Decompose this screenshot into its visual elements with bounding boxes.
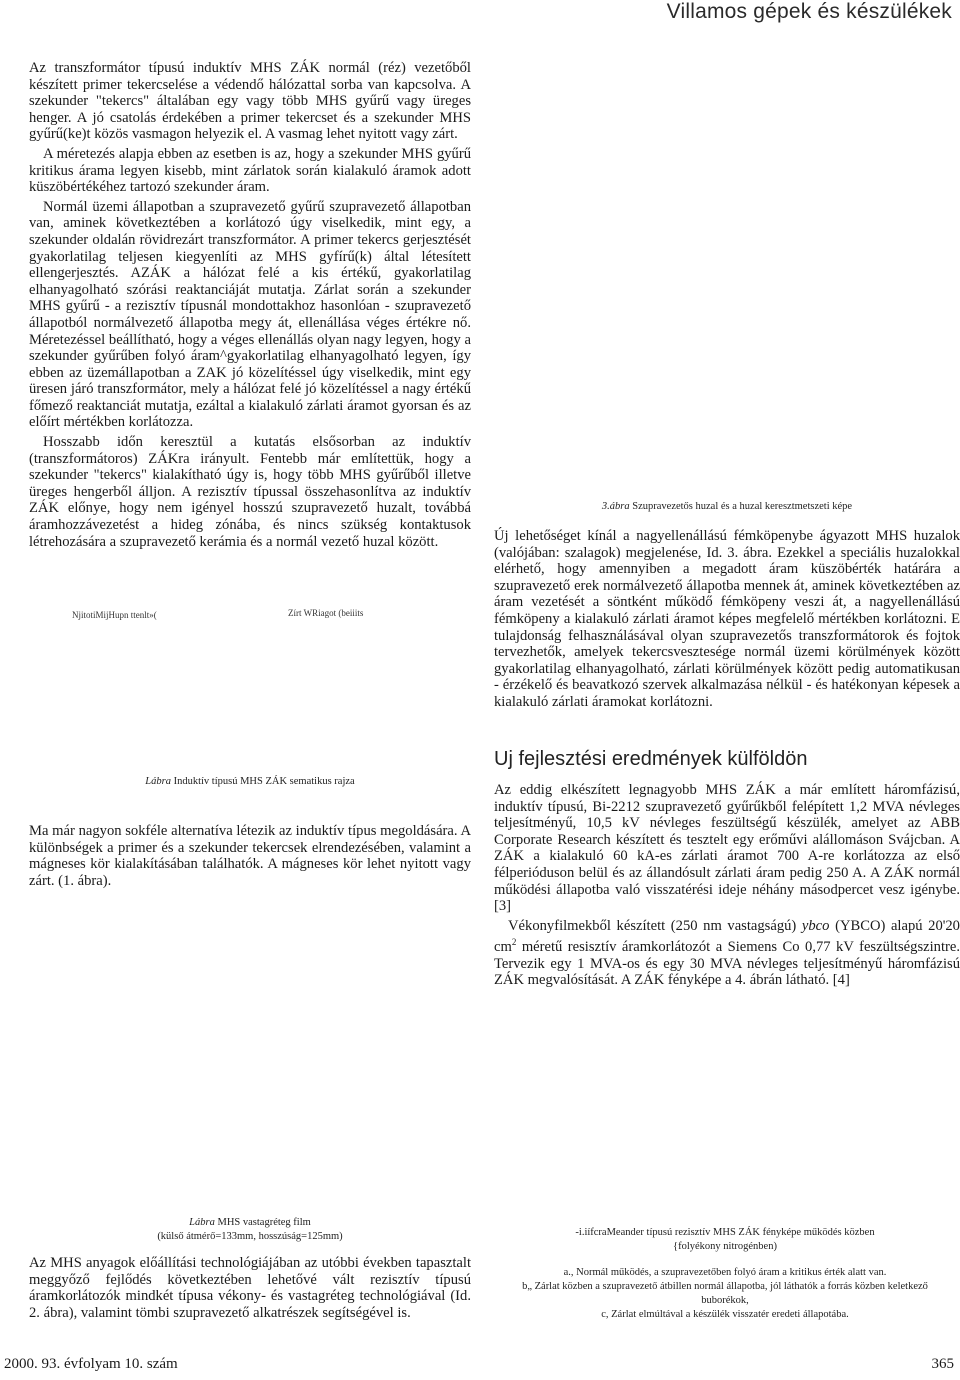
- paragraph: Normál üzemi állapotban a szupravezető gyűrű szupravezető állapotban van, aminek következtében a korlátozó úgy viselkedik, mint egy, a szekunder oldalán rövidrezárt transzformátor. A primer tekercs gerjesztését gyakorlatilag teljesen kiegyenlíti az MHS gyfírű(k) által létesített ellengerjesztés. AZÁK a hálózat felé a kis értékű, gyakorlatilag elhanyagolható szórási reaktanciáját mutatja. Zárlat során a szekunder MHS gyűrű - a rezisztív típusnál mondottakhoz hasonlóan - szupravezető állapotból normálvezető állapotba megy át, ellenállása véges értékre nő. Méretezéssel beállítható, hogy a véges ellenállás olyan nagy legyen, hogy a szekunder gyűrűben folyó áram^gyakorlatilag elhanyagolható legyen, így ebben az üzemállapotban a ZAK jó közelítéssel úgy viselkedik, mint egy üresen járó transzformátor, mely a hálózat felé jó közelítéssel a nagy értékű főmező reaktanciát mutatja, ezáltal a kialakuló zárlati áramot gyorsan és az előírt mértékben korlátozza.: [29, 198, 471, 431]
- left-column-lower: [29, 1255, 471, 1324]
- figure-2-number: Lábra: [189, 1217, 215, 1228]
- section-heading: Uj fejlesztési eredmények külföldön: [494, 748, 808, 770]
- figure-4-caption: [500, 1226, 950, 1254]
- figure-2-caption-line: [29, 1216, 471, 1230]
- superscript: 2: [511, 937, 517, 948]
- figure-2-dimensions: (külső átmérő=133mm, hosszúság=125mm): [157, 1231, 343, 1242]
- paragraph: A méretezés alapja ebben az esetben is az, hogy a szekunder MHS gyűrű kritikus árama legyen kisebb, mint zárlatok során kialakuló áramok adott küszöbértékéhez tartozó szekunder áram.: [29, 145, 471, 196]
- figure-2-caption: [29, 1216, 471, 1244]
- right-column-lower: [494, 782, 960, 992]
- right-column-upper: [494, 528, 960, 714]
- figure-3-title: Szupravezetős huzal és a huzal keresztmetszeti képe: [632, 501, 853, 512]
- paragraph: Hosszabb időn keresztül a kutatás elsősorban az induktív (transzformátoros) ZÁKra irányult. Fentebb már említettük, hogy a szekunder "tekercs" kialakítható úgy is, hogy több MHS gyűrűből illetve üreges hengerből álljon. A rezisztív típussal összehasonlítva az induktív ZÁK előnye, hogy nem igényel hosszú szupravezető huzalt, továbbá áramhozzávezetést a hideg zónába, és nincs szükség kontaktusok létrehozására a szupravezető kerámia és a normál vezető huzal között.: [29, 434, 471, 550]
- figure-4-subtitle: {folyékony nitrogénben): [673, 1241, 777, 1252]
- figure-1-label-open-core: NjitotiMijHupn ttenlt»(: [72, 610, 157, 620]
- paragraph: Az transzformátor típusú induktív MHS ZÁK normál (réz) vezetőből készített primer tekercselése a védendő hálózattal sorba van kapcsolva. A szekunder "tekercs" általában egy vagy több MHS gyűrű vagy üreges henger. A jó csatolás érdekében a primer tekercset és a szekunder MHS gyűrű(ke)t közös vasmagon helyezik el. A vasmag lehet nyitott vagy zárt.: [29, 60, 471, 143]
- running-head: Villamos gépek és készülékek: [666, 0, 952, 23]
- figure-4-title: -i.iífcraMeander típusú rezisztív MHS ZÁK fényképe működés közben: [575, 1227, 875, 1238]
- issue-info: 2000. 93. évfolyam 10. szám: [4, 1356, 178, 1372]
- figure-4-note-a: a., Normál működés, a szupravezetőben folyó áram a kritikus érték alatt van.: [563, 1267, 887, 1278]
- text-run-italic: ybco: [801, 917, 830, 934]
- figure-1-title: Induktív típusú MHS ZÁK sematikus rajza: [173, 776, 355, 787]
- text-run: méretű resisztív áramkorlátozót a Siemens Co 0,77 kV feszültségszintre. Tervezik egy 1 MVA-os és egy 30 MVA névleges teljesítményű háromfázisú ZÁK megvalósítását. A ZÁK fényképe a 4. ábrán látható. [4]: [494, 939, 960, 989]
- text-run: (YBCO) alapú 20'20 cm: [494, 917, 960, 956]
- figure-2-title: MHS vastagréteg film: [217, 1217, 311, 1228]
- text-run: Vékonyfilmekből készített (250 nm vastagságú): [508, 917, 797, 934]
- figure-1-label-closed-core: Zírt WRiagot (beiiits: [288, 608, 364, 618]
- left-column-middle: [29, 823, 471, 892]
- figure-1-number: Lábra: [145, 776, 171, 787]
- page-number: 365: [931, 1356, 954, 1372]
- paragraph: Az eddig elkészített legnagyobb MHS ZÁK a már említett háromfázisú, induktív típusú, Bi-2212 szupravezető gyűrűkből felépített 1,2 MVA névleges teljesítményű, 10,5 kV névleges feszültségű készülék, amelyet az ABB Corporate Research készített és tesztelt egy erőművi alállomáson Svájcban. A ZÁK a kialakuló 60 kA-es zárlati áramot 700 A-re korlátozza az első félperióduson belül és az állandósult zárlati áram pedig 250 A. A ZÁK normál működési állapotba való visszatérési ideje néhány másodpercet vesz igénybe. [3]: [494, 782, 960, 915]
- figure-4-notes: [500, 1266, 950, 1322]
- paragraph: Ma már nagyon sokféle alternatíva létezik az induktív típus megoldására. A különbségek a primer és a szekunder tekercsek elrendezésében, valamint a mágneses kör kialakításában találhatók. A mágneses kör lehet nyitott vagy zárt. (1. ábra).: [29, 823, 471, 889]
- figure-3-caption: [494, 500, 960, 514]
- paragraph: Új lehetőséget kínál a nagyellenállású fémköpenybe ágyazott MHS huzalok (valójában: szalagok) megjelenése, Id. 3. ábra. Ezekkel a speciális huzalokkal elérhető, hogy amennyiben a megadott áram küszöbérték határára a szupravezető erek normálvezető állapotba mennek át, aminek következtében az áram vezetését a söntként működő fémköpeny veszi át, a nagyellenállású fémköpeny a kialakuló zárlati áramot képes megfelelő mértékben korlátozni. E tulajdonság felhasználásával olyan szupravezetős transzformátorok és fojtok tervezhetők, amelyek tekercsvesztesége normál üzemi körülmények között gyakorlatilag elhanyagolható, zárlati körülmények között pedig automatikusan - érzékelő és beavatkozó szervek alkalmazása nélkül - és hatékonyan képesek a kialakuló zárlati áramokat korlátozni.: [494, 528, 960, 710]
- figure-4-note-c: c, Zárlat elmúltával a készülék visszatér eredeti állapotába.: [601, 1309, 849, 1320]
- left-column-upper: [29, 60, 471, 553]
- figure-1-caption: [29, 775, 471, 789]
- figure-3-number: 3.ábra: [601, 501, 630, 512]
- paragraph: Az MHS anyagok előállítási technológiájában az utóbbi években tapasztalt meggyőző fejlődés következtében lehetővé vált rezisztív típusú áramkorlátozók mindkét típusa vékony- és vastagréteg technológiával (Id. 2. ábra), valamint tömbi szupravezető alkatrészek segítségével is.: [29, 1255, 471, 1321]
- paragraph: [494, 918, 960, 989]
- figure-4-note-b: b„ Zárlat közben a szupravezető átbillen normál állapotba, jól láthatók a forrás közben keletkező buborékok,: [522, 1281, 928, 1306]
